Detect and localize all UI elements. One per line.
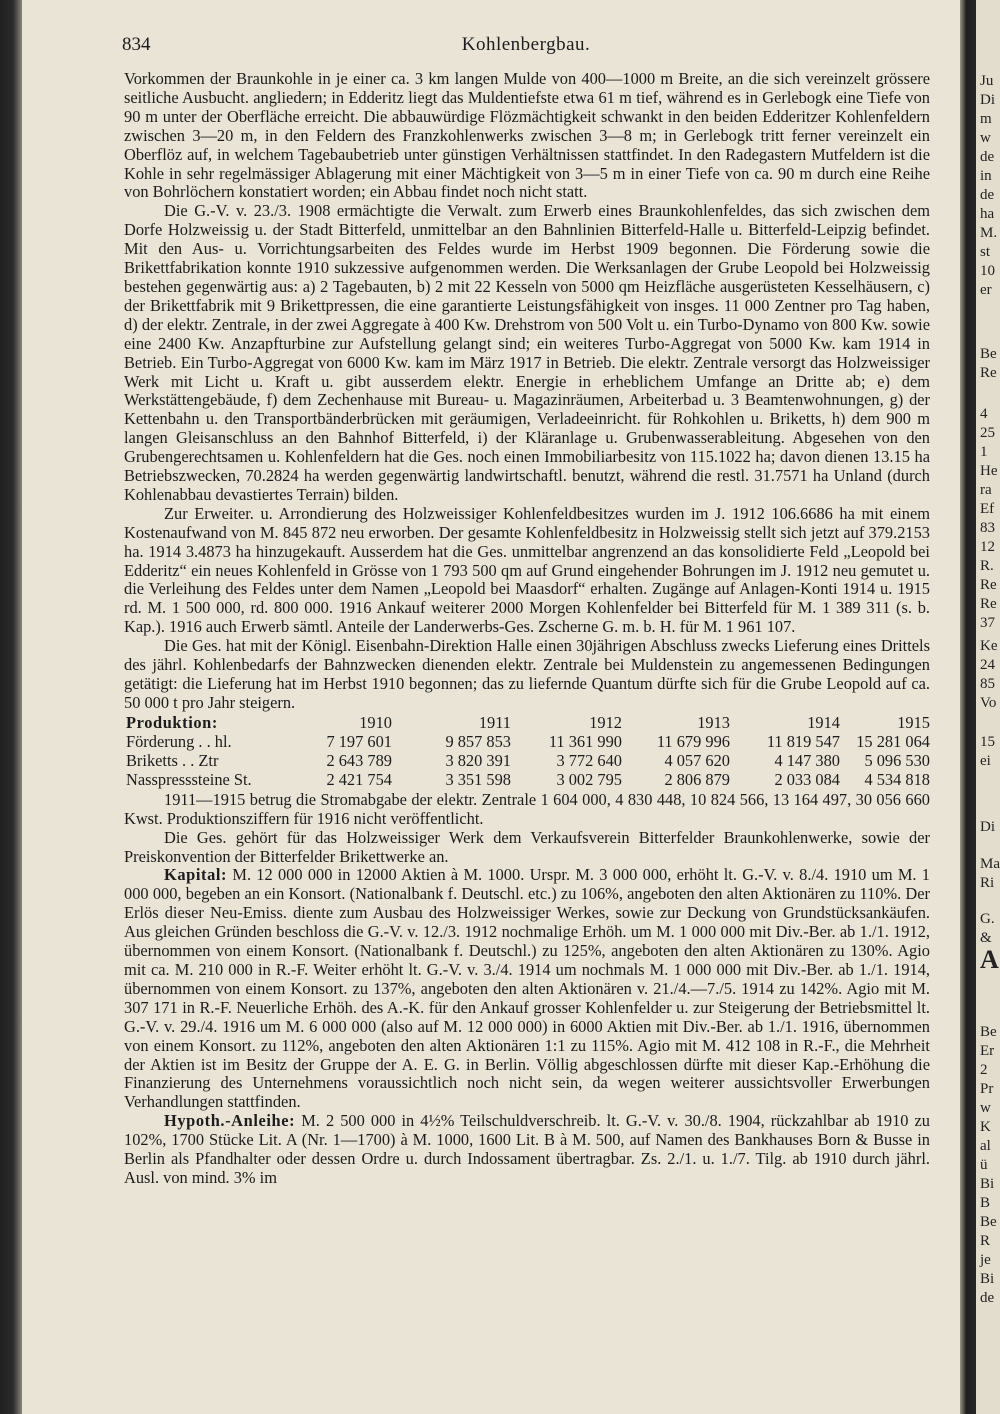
fragment: M. bbox=[980, 225, 998, 241]
table-cell: 3 002 795 bbox=[556, 769, 622, 789]
fragment: st bbox=[980, 244, 991, 260]
fragment: 25 bbox=[980, 425, 995, 441]
page-number: 834 bbox=[122, 34, 151, 55]
fragment: 83 bbox=[980, 520, 995, 536]
page-body bbox=[124, 70, 930, 1188]
table-cell: 11 819 547 bbox=[766, 731, 840, 751]
row-label: Nasspresssteine St. bbox=[126, 769, 252, 789]
fragment: Ma bbox=[980, 856, 1000, 872]
fragment: Re bbox=[980, 596, 997, 612]
fragment: 2 bbox=[980, 1062, 988, 1078]
fragment: A bbox=[980, 945, 999, 974]
table-cell: 4 147 380 bbox=[774, 750, 840, 770]
paragraph: Zur Erweiter. u. Arrondierung des Holzweissiger Kohlenfeldbesitzes wurden im J. 1912 106.6686 ha mit einem Kostenaufwand von M. 845 872 neu erworben. Der gesamte Kohlenfeldbesitz in Holzweissig stellt sich jetzt auf 379.2153 ha. 1914 3.4873 ha hinzugekauft. Ausserdem hat die Ges. unmittelbar angrenzend an das konsolidierte Feld „Leopold bei Edderitz“ ein neues Kohlenfeld in Grösse von 1 793 500 qm auf Grund eingehender Bohrungen im J. 1912 neu gemutet u. die Verleihung des Feldes unter dem Namen „Leopold bei Maasdorf“ erhalten. Zugänge auf Anlagen-Konti 1914 u. 1915 rd. M. 1 500 000, rd. 800 000. 1916 Ankauf weiterer 2000 Morgen Kohlenfelder bei Bitterfeld für M. 1 389 311 (s. b. Kap.). 1916 auch Erwerb sämtl. Anteile der Landerwerbs-Ges. Zscherne G. m. b. H. für M. 1 961 107. bbox=[124, 503, 930, 637]
fragment: ra bbox=[980, 482, 992, 498]
fragment: Re bbox=[980, 365, 997, 381]
fragment: Bi bbox=[980, 1271, 995, 1287]
book-gutter bbox=[960, 0, 976, 1414]
year-1915: 1915 bbox=[897, 712, 930, 732]
fragment: Vo bbox=[980, 695, 997, 711]
running-title: Kohlenbergbau. bbox=[461, 34, 591, 55]
kapital-label: Kapital: bbox=[164, 865, 228, 885]
book-left-edge bbox=[0, 0, 22, 1414]
anleihe-label: Hypoth.-Anleihe: bbox=[164, 1111, 296, 1131]
table-row bbox=[124, 732, 930, 751]
fragment: al bbox=[980, 1138, 991, 1154]
facing-page-strip bbox=[976, 0, 1000, 1414]
fragment: de bbox=[980, 149, 995, 165]
fragment: 37 bbox=[980, 615, 995, 631]
anleihe-text: M. 2 500 000 in 4½% Teilschuldverschreib. lt. G.-V. v. 30./8. 1904, rückzahlbar ab 1910 zu 102%, 1700 Stücke Lit. A (Nr. 1—1700) à M. 1000, 1600 Lit. B à M. 500, auf Namen des Bankhauses Born & Busse in Berlin als Pfandhalter oder dessen Ordre u. durch Indossament übertragbar. Zs. 2./1. u. 1./7. Tilg. ab 1910 durch jährl. Ausl. von mind. 3% im bbox=[124, 1111, 930, 1187]
kapital-paragraph bbox=[124, 866, 930, 1112]
fragment: in bbox=[980, 168, 992, 184]
fragment: Pr bbox=[980, 1081, 994, 1097]
row-label: Förderung . . hl. bbox=[126, 731, 232, 751]
table-cell: 9 857 853 bbox=[445, 731, 511, 751]
page-header bbox=[122, 34, 930, 58]
fragment: Di bbox=[980, 92, 995, 108]
table-cell: 11 679 996 bbox=[656, 731, 730, 751]
year-1913: 1913 bbox=[697, 712, 730, 732]
fragment: de bbox=[980, 1290, 995, 1306]
fragment: Ju bbox=[980, 73, 994, 89]
table-row bbox=[124, 751, 930, 770]
table-cell: 7 197 601 bbox=[326, 731, 392, 751]
table-cell: 4 057 620 bbox=[664, 750, 730, 770]
fragment: 10 bbox=[980, 263, 995, 279]
production-header-row bbox=[124, 713, 930, 732]
production-table bbox=[124, 713, 930, 791]
fragment: Re bbox=[980, 577, 997, 593]
fragment: R. bbox=[980, 558, 994, 574]
fragment: & bbox=[980, 930, 992, 946]
paragraph: 1911—1915 betrug die Stromabgabe der elektr. Zentrale 1 604 000, 4 830 448, 10 824 566, 13 164 497, 30 056 660 Kwst. Produktionsziffern für 1916 nicht veröffentlicht. bbox=[124, 789, 930, 828]
fragment: Be bbox=[980, 1214, 997, 1230]
table-cell: 11 361 990 bbox=[548, 731, 622, 751]
paragraph: Die Ges. gehört für das Holzweissiger Werk dem Verkaufsverein Bitterfelder Braunkohlenwerke, sowie der Preiskonvention der Bitterfelder Brikettwerke an. bbox=[124, 827, 930, 866]
table-cell: 2 806 879 bbox=[664, 769, 730, 789]
fragment: B bbox=[980, 1195, 991, 1211]
fragment: Be bbox=[980, 346, 997, 362]
kapital-text: M. 12 000 000 in 12000 Aktien à M. 1000. Urspr. M. 3 000 000, erhöht lt. G.-V. v. 8./4. 1910 um M. 1 000 000, begeben an ein Konsort. (Nationalbank f. Deutschl. etc.) zu 106%, angeboten den alten Aktionären zu 110%. Der Erlös dieser Neu-Emiss. diente zum Ausbau des Holzweissiger Werkes, sowie zur Deckung von Grundstücksankäufen. Aus gleichen Gründen beschloss die G.-V. v. 12./3. 1912 nochmalige Erhöh. um M. 1 000 000 mit Div.-Ber. ab 1./1. 1912, übernommen von einem Konsort. (Nationalbank f. Deutschl.) zu 125%, angeboten den alten Aktionären zu 130%. Agio mit ca. M. 210 000 in R.-F. Weiter erhöht lt. G.-V. v. 3./4. 1914 um nochmals M. 1 000 000 mit Div.-Ber. ab 1./1. 1914, übernommen von einem Konsort. zu 137%, angeboten den alten Aktionären v. 21./4.—7./5. 1914 zu 142%. Agio mit M. 307 171 in R.-F. Neuerliche Erhöh. des A.-K. für den Ankauf grosser Kohlenfelder u. zur Steigerung der Betriebsmittel lt. G.-V. v. 29./4. 1916 um M. 6 000 000 (also auf M. 12 000 000) in 6000 Aktien mit Div.-Ber. ab 1./1. 1916, übernommen von einem Konsort. zu 112%, angeboten den alten Aktionären 1:1 zu 115%. Agio mit M. 412 108 in R.-F., die Mehrheit der Aktien ist im Besitz der Gruppe der A. E. G. in Berlin. Völlig abgeschlossen dürfte mit dieser Kap.-Erhöhung die Finanzierung des Unternehmens voraussichtlich noch nicht sein, da wegen weiterer aussichtsvoller Erwerbungen Verhandlungen stattfinden. bbox=[124, 865, 930, 1112]
fragment: He bbox=[980, 463, 998, 479]
fragment: 24 bbox=[980, 657, 995, 673]
fragment: er bbox=[980, 282, 992, 298]
table-cell: 4 534 818 bbox=[864, 769, 930, 789]
fragment: Ef bbox=[980, 501, 995, 517]
paragraph: Die G.-V. v. 23./3. 1908 ermächtigte die Verwalt. zum Erwerb eines Braunkohlenfeldes, das sich zwischen dem Dorfe Holzweissig u. der Stadt Bitterfeld, unmittelbar an den Bahnlinien Bitterfeld-Halle u. Bitterfeld-Leipzig befindet. Mit den Aus- u. Vorrichtungsarbeiten des Feldes wurde im Herbst 1909 begonnen. Die Förderung sowie die Brikettfabrikation konnte 1910 sukzessive aufgenommen werden. Die Werksanlagen der Grube Leopold bei Holzweissig bestehen gegenwärtig aus: a) 2 Tagebauten, b) 2 mit 22 Kesseln von 5000 qm Heizfläche ausgerüsteten Kesselhäusern, c) der Brikettfabrik mit 9 Brikettpressen, die eine garantierte Leistungsfähigkeit von insges. 11 000 Zentner pro Tag haben, d) der elektr. Zentrale, in der zwei Aggregate à 400 Kw. Drehstrom von 500 Volt u. ein Turbo-Dynamo von 800 Kw. sowie eine 2400 Kw. Anzapfturbine zur Aufstellung gelangt sind; ein weiteres Turbo-Aggregat von 5000 Kw. kam 1914 in Betrieb. Ein Turbo-Aggregat von 6000 Kw. kam im März 1917 in Betrieb. Die elektr. Zentrale versorgt das Holzweissiger Werk mit Licht u. Kraft u. gibt ausserdem elektr. Energie in erheblichem Umfange an Dritte ab; e) dem Werkstättengebäude, f) dem Zechenhause mit Bureau- u. Magazinräumen, Arbeiterbad u. 3 Beamtenwohnungen, g) der Kettenbahn u. den Transportbänderbrücken mit geräumigen, Verladeeinricht. für Rohkohlen u. Briketts, h) dem 900 m langen Gleisanschluss an den Bahnhof Bitterfeld, i) der Kläranlage u. Grubenwasserableitung. Abgesehen von den Grubengerechtsamen u. Kohlenfeldern hat die Ges. noch einen Immobiliarbesitz von 115.1022 ha; davon dienen 13.15 ha Betriebszwecken, 70.2824 ha werden gegenwärtig landwirtschaftl. benutzt, während die restl. 31.7571 ha Unland (durch Kohlenabbau devastiertes Terrain) bilden. bbox=[124, 201, 930, 504]
fragment: R bbox=[980, 1233, 991, 1249]
fragment: Ke bbox=[980, 638, 998, 654]
table-cell: 2 643 789 bbox=[326, 750, 392, 770]
fragment: 15 bbox=[980, 734, 995, 750]
table-row bbox=[124, 770, 930, 789]
fragment: 85 bbox=[980, 676, 995, 692]
fragment: 12 bbox=[980, 539, 995, 555]
table-cell: 15 281 064 bbox=[856, 731, 930, 751]
paragraph: Vorkommen der Braunkohle in je einer ca. 3 km langen Mulde von 400—1000 m Breite, an die sich vereinzelt grössere seitliche Ausbucht. angliedern; in Edderitz liegt das Muldentiefste etwa 61 m tief, während es in Gerlebogk eine Tiefe von 90 m unter der Oberfläche erreicht. Die abbauwürdige Flözmächtigkeit schwankt in den beiden Edderitzer Kohlenfeldern zwischen 3—20 m, in den Feldern des Franzkohlenwerks zwischen 3—8 m; in Gerlebogk tritt ferner vereinzelt ein Oberflöz auf, in welchem Tagebaubetrieb unter günstigen Verhältnissen stattfindet. In den Radegastern Mutfeldern ist die Kohle in sehr regelmässiger Ablagerung mit einer Mächtigkeit von 3—5 m in einer Tiefe von ca. 90 m durch eine Reihe von Bohrlöchern konstatiert worden; ein Abbau findet noch nicht statt. bbox=[124, 69, 930, 202]
fragment: Be bbox=[980, 1024, 997, 1040]
year-1911: 1911 bbox=[478, 712, 511, 732]
fragment: de bbox=[980, 187, 995, 203]
table-cell: 5 096 530 bbox=[864, 750, 930, 770]
table-cell: 3 772 640 bbox=[556, 750, 622, 770]
anleihe-paragraph bbox=[124, 1112, 930, 1188]
fragment: Di bbox=[980, 819, 995, 835]
table-cell: 3 820 391 bbox=[445, 750, 511, 770]
table-cell: 2 421 754 bbox=[326, 769, 392, 789]
fragment: Bi bbox=[980, 1176, 995, 1192]
fragment: je bbox=[980, 1252, 991, 1268]
fragment: w bbox=[980, 1100, 991, 1116]
fragment: 1 bbox=[980, 444, 988, 460]
table-cell: 2 033 084 bbox=[774, 769, 840, 789]
fragment: Ri bbox=[980, 875, 995, 891]
year-1910: 1910 bbox=[359, 712, 392, 732]
paragraph: Die Ges. hat mit der Königl. Eisenbahn-Direktion Halle einen 30jährigen Abschluss zwecks Lieferung eines Drittels des jährl. Kohlenbedarfs der Bahnzwecken dienenden elektr. Zentrale bei Muldenstein zu angemessenen Bedingungen getätigt: die Lieferung hat im Herbst 1910 begonnen; das zu liefernde Quantum dürfte sich für die Grube Leopold auf ca. 50 000 t pro Jahr steigern. bbox=[124, 636, 930, 712]
year-1914: 1914 bbox=[807, 712, 840, 732]
fragment: Er bbox=[980, 1043, 995, 1059]
fragment: G. bbox=[980, 911, 995, 927]
row-label: Briketts . . Ztr bbox=[126, 750, 219, 770]
fragment: ha bbox=[980, 206, 995, 222]
fragment: 4 bbox=[980, 406, 988, 422]
production-label: Produktion: bbox=[126, 712, 218, 732]
fragment: K bbox=[980, 1119, 991, 1135]
year-1912: 1912 bbox=[589, 712, 622, 732]
fragment: w bbox=[980, 130, 991, 146]
table-cell: 3 351 598 bbox=[445, 769, 511, 789]
fragment: m bbox=[980, 111, 992, 127]
book-page bbox=[22, 0, 960, 1414]
fragment: ü bbox=[980, 1157, 988, 1173]
fragment: ei bbox=[980, 753, 991, 769]
